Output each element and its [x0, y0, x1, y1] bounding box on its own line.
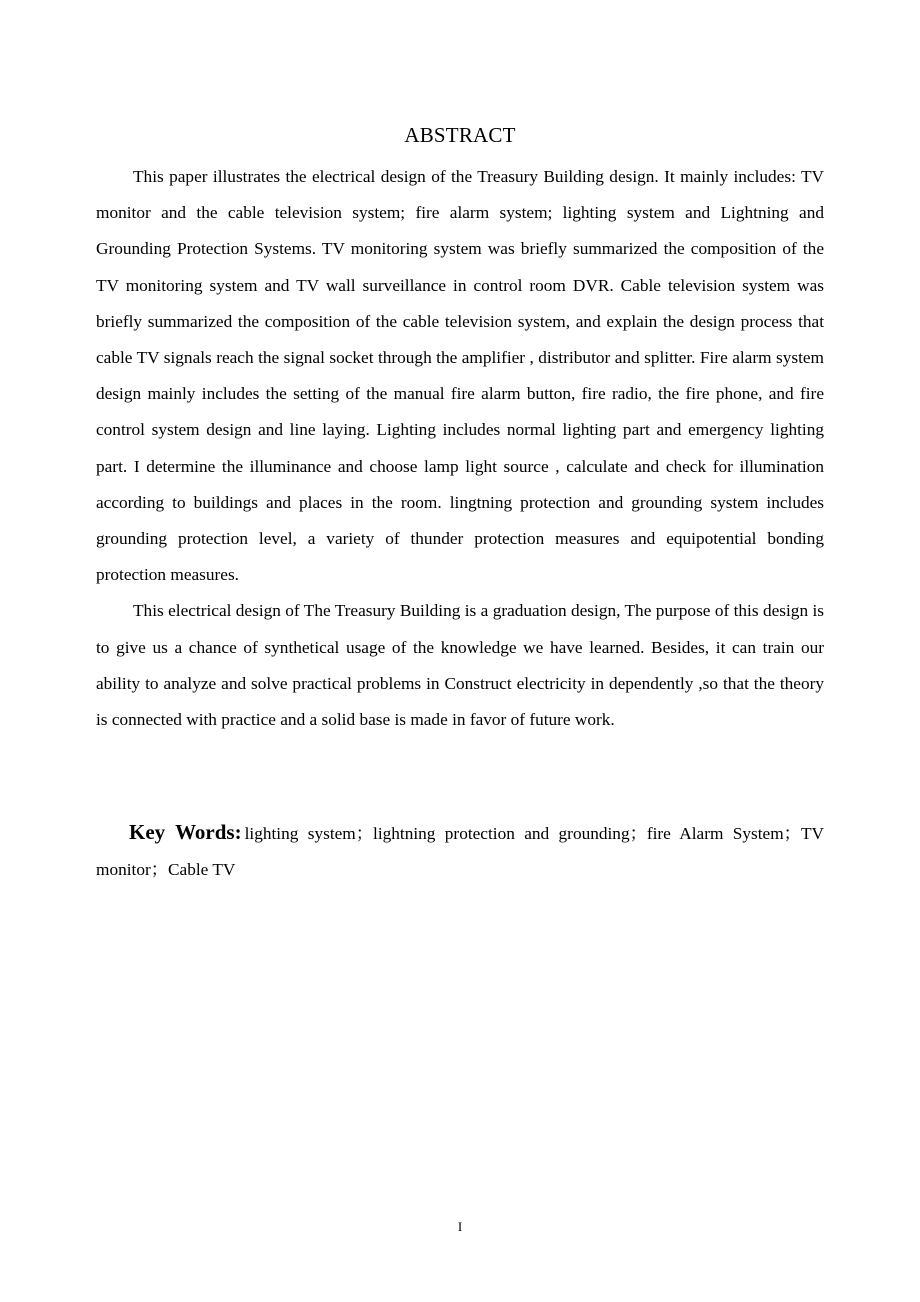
abstract-body [96, 159, 824, 738]
keywords-section [96, 814, 824, 888]
keywords-label: Key Words: [129, 820, 242, 844]
keywords-text: lighting system；lightning protection and grounding；fire Alarm System；TV monitor；Cable TV [96, 824, 824, 879]
abstract-paragraph-2: This electrical design of The Treasury Building is a graduation design, The purpose of this design is to give us a chance of synthetical usage of the knowledge we have learned. Besides, it can train our ability to analyze and solve practical problems in Construct electricity in dependently ,so that the theory is connected with practice and a solid base is made in favor of future work. [96, 601, 824, 730]
abstract-title: ABSTRACT [404, 123, 516, 147]
page-number: I [457, 1219, 463, 1234]
abstract-paragraph-1: This paper illustrates the electrical design of the Treasury Building design. It mainly includes: TV monitor and the cable television system; fire alarm system; lighting system and Lightning and Grounding Protection Systems. TV monitoring system was briefly summarized the composition of the TV monitoring system and TV wall surveillance in control room DVR. Cable television system was briefly summarized the composition of the cable television system, and explain the design process that cable TV signals reach the signal socket through the amplifier , distributor and splitter. Fire alarm system design mainly includes the setting of the manual fire alarm button, fire radio, the fire phone, and fire control system design and line laying. Lighting includes normal lighting part and emergency lighting part. I determine the illuminance and choose lamp light source , calculate and check for illumination according to buildings and places in the room. lingtning protection and grounding system includes grounding protection level, a variety of thunder protection measures and equipotential bonding protection measures. [96, 167, 824, 585]
